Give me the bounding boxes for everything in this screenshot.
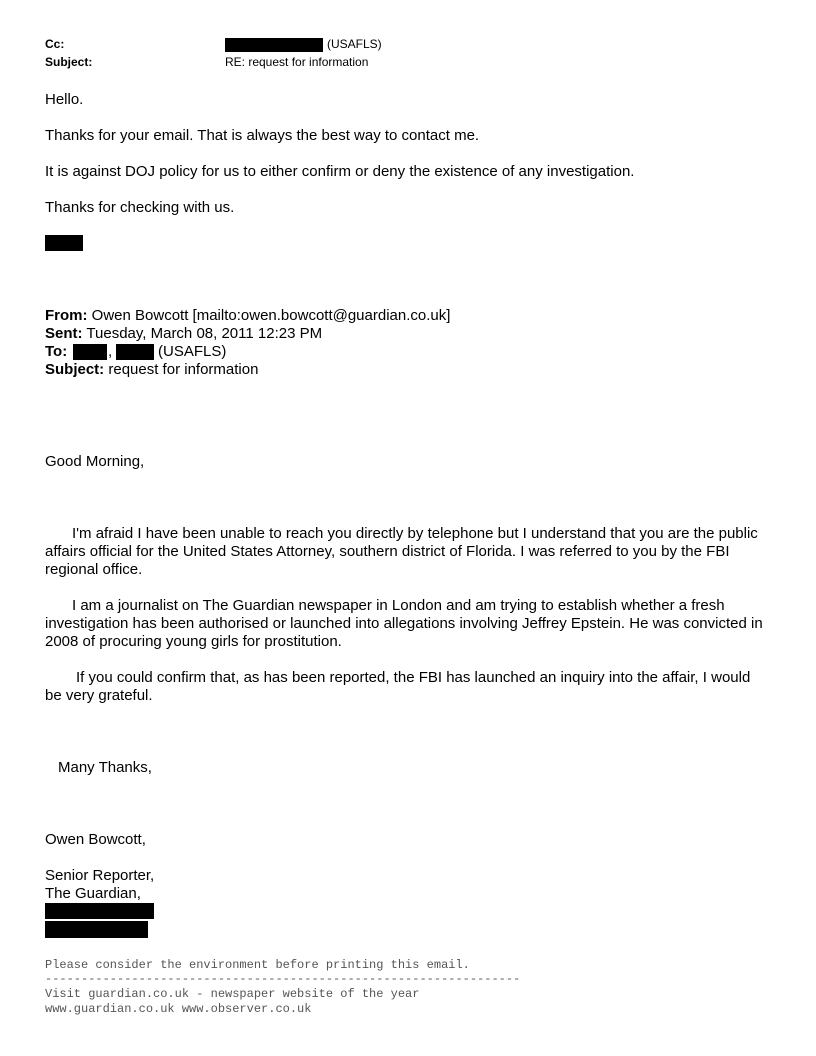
sent-line: Sent: Tuesday, March 08, 2011 12:23 PM xyxy=(45,325,323,342)
from-line: From: Owen Bowcott [mailto:owen.bowcott@guardian.co.uk] xyxy=(45,307,451,324)
subject-value: RE: request for information xyxy=(225,55,369,69)
signature-title: Senior Reporter, xyxy=(45,867,155,884)
footer-visit: Visit guardian.co.uk - newspaper website of the year xyxy=(45,987,420,1001)
paragraph-2: I am a journalist on The Guardian newspaper in London and am trying to establish whether a fresh investigation has been authorised or launched into allegations involving Jeffrey Epstein. He was convicted in 2008 of procuring young girls for prostitution. xyxy=(45,597,763,650)
footer-links: www.guardian.co.uk www.observer.co.uk xyxy=(45,1002,312,1016)
signature-org: The Guardian, xyxy=(45,885,141,902)
redaction-block xyxy=(116,344,154,360)
redaction-block xyxy=(45,921,148,938)
reply-line-3: Thanks for checking with us. xyxy=(45,199,235,216)
paragraph-1: I'm afraid I have been unable to reach you directly by telephone but I understand that you are the public affairs official for the United States Attorney, southern district of Florida. I was referred to you by the FBI regional office. xyxy=(45,525,758,578)
cc-value: (USAFLS) xyxy=(327,37,382,51)
to-label: To: xyxy=(45,343,68,360)
paragraph-3: If you could confirm that, as has been reported, the FBI has launched an inquiry into the affair, I would be very grateful. xyxy=(45,669,751,704)
redaction-block xyxy=(225,38,323,52)
reply-line-2: It is against DOJ policy for us to either confirm or deny the existence of any investigation. xyxy=(45,163,635,180)
reply-greeting: Hello. xyxy=(45,91,84,108)
footer-divider: ------------------------------------------------------------------ xyxy=(45,972,521,986)
reply-line-1: Thanks for your email. That is always the best way to contact me. xyxy=(45,127,480,144)
footer-environment: Please consider the environment before printing this email. xyxy=(45,958,470,972)
redaction-block xyxy=(45,903,154,919)
redaction-block xyxy=(45,235,83,251)
to-separator: , xyxy=(108,343,113,360)
redaction-block xyxy=(73,344,107,360)
signature-name: Owen Bowcott, xyxy=(45,831,146,848)
subject-label: Subject: xyxy=(45,55,93,69)
cc-label: Cc: xyxy=(45,37,65,51)
closing-thanks: Many Thanks, xyxy=(58,759,152,776)
original-greeting: Good Morning, xyxy=(45,453,145,470)
original-subject-line: Subject: request for information xyxy=(45,361,259,378)
to-value: (USAFLS) xyxy=(158,343,227,360)
